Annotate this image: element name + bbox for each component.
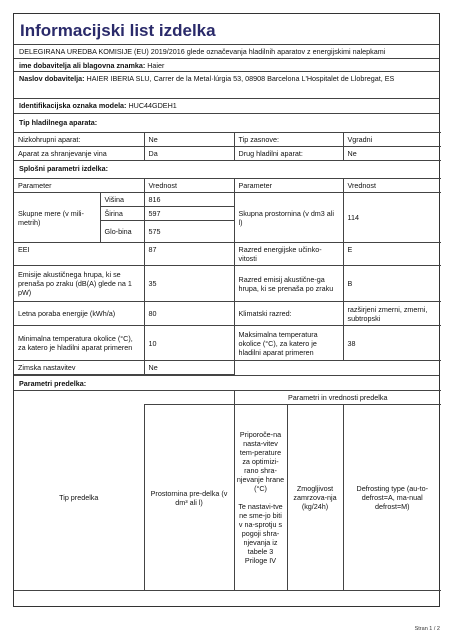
- height-label: Višina: [100, 193, 144, 207]
- product-information-sheet: [13, 13, 440, 607]
- general-params-table: [14, 178, 441, 375]
- recommended-temp-header: [234, 405, 287, 591]
- width-value: 597: [144, 207, 234, 221]
- table-row: [14, 266, 441, 302]
- max-temp-label: Maksimalna temperatura okolice (°C), za katero je hladilni aparat primeren: [234, 326, 343, 361]
- noise-label: Emisije akustičnega hrupa, ki se prenaša po zraku (dB(A) glede na 1 pW): [14, 266, 144, 302]
- depth-label: Glo-bina: [100, 221, 144, 243]
- defrost-type-header: Defrosting type (au-to-defrost=A, ma-nual defrost=M): [343, 405, 441, 591]
- column-header: Parameter: [234, 179, 343, 193]
- appliance-type-header: Tip hladilnega aparata:: [14, 113, 439, 132]
- climate-class-label: Klimatski razred:: [234, 302, 343, 326]
- winter-value: Ne: [144, 361, 234, 375]
- table-row: [14, 193, 441, 207]
- table-row: [14, 391, 441, 405]
- param-cell: Drug hladilni aparat:: [234, 147, 343, 161]
- model-row: [14, 98, 439, 113]
- table-row: [14, 405, 441, 591]
- address-row: [14, 71, 439, 98]
- value-cell: Ne: [343, 147, 441, 161]
- page-title: Informacijski list izdelka: [20, 21, 216, 40]
- table-row: [14, 361, 441, 375]
- total-volume-label: Skupna prostornina (v dm3 ali l): [234, 193, 343, 243]
- eei-value: 87: [144, 243, 234, 266]
- address-value: HAIER IBERIA SLU, Carrer de la Metal·lúrgia 53, 08908 Barcelona L'Hospitalet de Llobregat, ES: [86, 74, 395, 83]
- regulation-line: DELEGIRANA UREDBA KOMISIJE (EU) 2019/2016 glede označevanja hladilnih aparatov z energijskimi nalepkami: [14, 44, 439, 58]
- column-header: Vrednost: [144, 179, 234, 193]
- param-cell: Aparat za shranjevanje vina: [14, 147, 144, 161]
- value-cell: Da: [144, 147, 234, 161]
- height-value: 816: [144, 193, 234, 207]
- width-label: Širina: [100, 207, 144, 221]
- supplier-row: [14, 58, 439, 71]
- address-label: Naslov dobavitelja:: [19, 74, 85, 83]
- noise-value: 35: [144, 266, 234, 302]
- annual-energy-value: 80: [144, 302, 234, 326]
- param-cell: Nizkohrupni aparat:: [14, 133, 144, 147]
- compartment-params-header: Parametri predelka:: [14, 375, 439, 390]
- climate-class-value: razširjeni zmerni, zmerni, subtropski: [343, 302, 441, 326]
- noise-class-value: B: [343, 266, 441, 302]
- model-label: Identifikacijska oznaka modela:: [19, 101, 127, 110]
- page-number: Stran 1 / 2: [414, 626, 440, 632]
- energy-class-label: Razred energijske učinko-vitosti: [234, 243, 343, 266]
- table-row: [14, 147, 441, 161]
- table-row: [14, 302, 441, 326]
- general-params-header: Splošni parametri izdelka:: [19, 164, 109, 173]
- model-value: HUC44GDEH1: [128, 101, 177, 110]
- freezing-capacity-header: Zmogljivost zamrzova-nja (kg/24h): [287, 405, 343, 591]
- column-header: Vrednost: [343, 179, 441, 193]
- table-row: [14, 179, 441, 193]
- min-temp-label: Minimalna temperatura okolice (°C), za katero je hladilni aparat primeren: [14, 326, 144, 361]
- table-row: [14, 243, 441, 266]
- supplier-label: ime dobavitelja ali blagovna znamka:: [19, 61, 146, 70]
- storage-conditions-note: Te nastavi-tve ne sme-jo biti v na-sprotju s pogoji shra-njevanja iz tabele 3 Priloge IV: [238, 502, 283, 565]
- compartment-type-header: Tip predelka: [14, 405, 144, 591]
- appliance-type-table: [14, 132, 441, 161]
- compartment-volume-header: Prostornina pre-delka (v dm³ ali l): [144, 405, 234, 591]
- table-row: [14, 133, 441, 147]
- dimensions-label: Skupne mere (v mili-metrih): [14, 193, 100, 243]
- value-cell: Ne: [144, 133, 234, 147]
- recommended-temp-text: Priporoče-na nasta-vitev tem-perature za optimizi-rano shra-njevanje hrane (°C): [236, 430, 285, 493]
- min-temp-value: 10: [144, 326, 234, 361]
- eei-label: EEI: [14, 243, 144, 266]
- depth-value: 575: [144, 221, 234, 243]
- winter-label: Zimska nastavitev: [14, 361, 144, 375]
- max-temp-value: 38: [343, 326, 441, 361]
- noise-class-label: Razred emisij akustične-ga hrupa, ki se prenaša po zraku: [234, 266, 343, 302]
- value-cell: Vgradni: [343, 133, 441, 147]
- table-row: [14, 326, 441, 361]
- total-volume-value: 114: [343, 193, 441, 243]
- column-header: Parameter: [14, 179, 144, 193]
- supplier-value: Haier: [147, 61, 165, 70]
- annual-energy-label: Letna poraba energije (kWh/a): [14, 302, 144, 326]
- compartment-group-header: Parametri in vrednosti predelka: [234, 391, 441, 405]
- compartment-table: [14, 390, 441, 591]
- energy-class-value: E: [343, 243, 441, 266]
- param-cell: Tip zasnove:: [234, 133, 343, 147]
